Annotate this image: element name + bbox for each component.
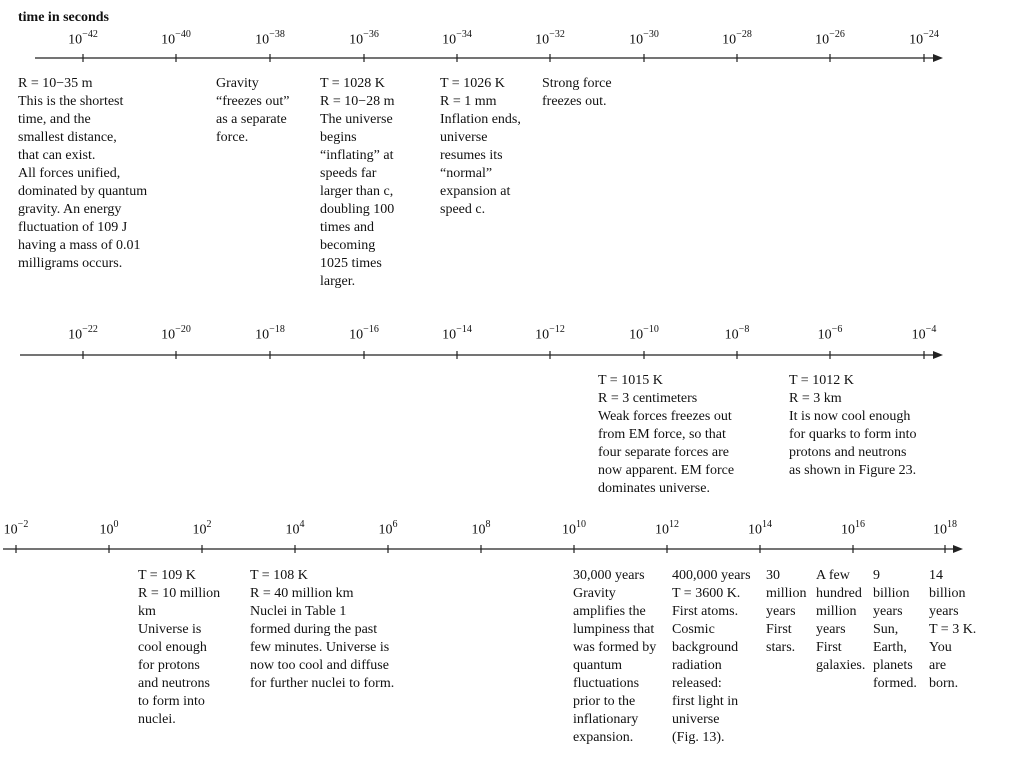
note-line: now too cool and diffuse	[250, 658, 389, 673]
note-line: prior to the	[573, 694, 636, 709]
tick-label: $10^{-6}$	[817, 324, 843, 343]
note-line: universe	[440, 130, 488, 145]
tick-label: $10^{-18}$	[255, 324, 285, 343]
note-line: Gravity	[573, 586, 616, 601]
note-line: are	[929, 658, 947, 673]
timeline-note	[672, 567, 751, 747]
note-line: for protons	[138, 658, 200, 673]
axis-arrow-1	[933, 54, 943, 62]
note-line: T = 1015 K	[598, 373, 663, 388]
note-line: years	[816, 622, 846, 637]
timeline-note	[929, 567, 976, 693]
axis-title: time in seconds	[18, 10, 109, 25]
tick-label: $10^{-16}$	[349, 324, 379, 343]
note-line: as shown in Figure 23.	[789, 463, 917, 478]
note-line: released:	[672, 676, 722, 691]
note-line: speeds far	[320, 166, 377, 181]
note-line: background	[672, 640, 739, 655]
note-line: billion	[929, 586, 966, 601]
axis-arrow-2	[933, 351, 943, 359]
note-line: protons and neutrons	[789, 445, 907, 460]
tick-label: $10^{-28}$	[722, 29, 752, 48]
note-line: T = 3 K.	[929, 622, 977, 637]
tick-label: $10^{-40}$	[161, 29, 191, 48]
note-line: R = 3 km	[789, 391, 842, 406]
tick-label: $10^2$	[192, 519, 212, 538]
note-line: smallest distance,	[18, 130, 117, 145]
note-line: fluctuations	[573, 676, 640, 691]
note-line: hundred	[816, 586, 862, 601]
note-line: The universe	[320, 112, 393, 127]
note-line: million	[816, 604, 857, 619]
note-line: Universe is	[138, 622, 202, 637]
note-line: freezes out.	[542, 94, 607, 109]
tick-label: $10^{14}$	[748, 519, 772, 538]
tick-label: $10^{12}$	[655, 519, 679, 538]
note-line: for further nuclei to form.	[250, 676, 395, 691]
note-line: Strong force	[542, 76, 612, 91]
note-line: Cosmic	[672, 622, 715, 637]
note-line: 9	[873, 568, 880, 583]
timeline-note	[766, 567, 806, 657]
tick-label: $10^{-20}$	[161, 324, 191, 343]
note-line: times and	[320, 220, 375, 235]
note-line: All forces unified,	[18, 166, 121, 181]
note-line: expansion.	[573, 730, 634, 745]
note-line: billion	[873, 586, 910, 601]
note-line: larger than c,	[320, 184, 394, 199]
tick-label: $10^{-36}$	[349, 29, 379, 48]
note-line: gravity. An energy	[18, 202, 122, 217]
note-line: lumpiness that	[573, 622, 655, 637]
tick-label: $10^{-38}$	[255, 29, 285, 48]
note-line: years	[873, 604, 903, 619]
note-line: R = 1 mm	[440, 94, 497, 109]
note-line: universe	[672, 712, 720, 727]
note-line: fluctuation of 109 J	[18, 220, 128, 235]
note-line: 14	[929, 568, 943, 583]
note-line: 30,000 years	[573, 568, 645, 583]
note-line: dominated by quantum	[18, 184, 148, 199]
tick-label: $10^{-26}$	[815, 29, 845, 48]
note-line: amplifies the	[573, 604, 646, 619]
note-line: T = 3600 K.	[672, 586, 741, 601]
tick-label: $10^{-30}$	[629, 29, 659, 48]
timeline-note	[789, 372, 917, 480]
note-line: (Fig. 13).	[672, 730, 725, 745]
note-line: larger.	[320, 274, 356, 289]
note-line: speed c.	[440, 202, 486, 217]
note-line: T = 1026 K	[440, 76, 505, 91]
note-line: R = 10−35 m	[18, 76, 93, 91]
note-line: years	[929, 604, 959, 619]
timeline-note	[873, 567, 917, 693]
note-line: Gravity	[216, 76, 259, 91]
timeline-note	[542, 75, 612, 111]
note-line: Nuclei in Table 1	[250, 604, 347, 619]
note-line: T = 1028 K	[320, 76, 385, 91]
note-line: having a mass of 0.01	[18, 238, 141, 253]
tick-label: $10^0$	[99, 519, 119, 538]
note-line: R = 10−28 m	[320, 94, 395, 109]
note-line: milligrams occurs.	[18, 256, 123, 271]
note-line: force.	[216, 130, 249, 145]
note-line: stars.	[766, 640, 796, 655]
note-line: to form into	[138, 694, 205, 709]
note-line: R = 3 centimeters	[598, 391, 698, 406]
note-line: R = 40 million km	[250, 586, 354, 601]
note-line: from EM force, so that	[598, 427, 726, 442]
axis-arrow-3	[953, 545, 963, 553]
tick-label: $10^{-42}$	[68, 29, 98, 48]
note-line: A few	[816, 568, 850, 583]
note-line: You	[929, 640, 952, 655]
note-line: First atoms.	[672, 604, 739, 619]
note-line: born.	[929, 676, 959, 691]
note-line: inflationary	[573, 712, 639, 727]
tick-label: $10^{-8}$	[724, 324, 750, 343]
tick-label: $10^{-12}$	[535, 324, 565, 343]
note-line: T = 108 K	[250, 568, 308, 583]
note-line: galaxies.	[816, 658, 866, 673]
note-line: resumes its	[440, 148, 503, 163]
note-line: cool enough	[138, 640, 207, 655]
tick-label: $10^{-34}$	[442, 29, 472, 48]
note-line: that can exist.	[18, 148, 96, 163]
note-line: years	[766, 604, 796, 619]
note-line: T = 1012 K	[789, 373, 854, 388]
note-line: begins	[320, 130, 357, 145]
note-line: 400,000 years	[672, 568, 751, 583]
timeline-note	[216, 75, 289, 147]
tick-label: $10^8$	[471, 519, 491, 538]
tick-label: $10^6$	[378, 519, 398, 538]
note-line: doubling 100	[320, 202, 395, 217]
note-line: Inflation ends,	[440, 112, 521, 127]
tick-label: $10^{-14}$	[442, 324, 472, 343]
timeline-note	[138, 567, 220, 729]
timeline-note	[18, 75, 147, 273]
note-line: “normal”	[440, 166, 493, 181]
tick-label: $10^{-32}$	[535, 29, 565, 48]
tick-label: $10^{18}$	[933, 519, 957, 538]
note-line: 30	[766, 568, 780, 583]
note-line: for quarks to form into	[789, 427, 917, 442]
note-line: “inflating” at	[320, 148, 394, 163]
note-line: and neutrons	[138, 676, 210, 691]
note-line: Earth,	[873, 640, 907, 655]
note-line: formed.	[873, 676, 917, 691]
timeline-note	[816, 567, 865, 675]
timeline-note	[440, 75, 521, 219]
note-line: formed during the past	[250, 622, 378, 637]
tick-label: $10^{-4}$	[911, 324, 937, 343]
note-line: as a separate	[216, 112, 287, 127]
note-line: It is now cool enough	[789, 409, 911, 424]
note-line: planets	[873, 658, 913, 673]
timeline-note	[250, 567, 394, 693]
note-line: Sun,	[873, 622, 899, 637]
note-line: was formed by	[573, 640, 657, 655]
tick-label: $10^{16}$	[841, 519, 865, 538]
note-line: T = 109 K	[138, 568, 196, 583]
tick-label: $10^{-2}$	[3, 519, 29, 538]
note-line: First	[766, 622, 792, 637]
note-line: Weak forces freezes out	[598, 409, 732, 424]
timeline-note	[598, 372, 734, 498]
note-line: This is the shortest	[18, 94, 124, 109]
note-line: million	[766, 586, 807, 601]
note-line: becoming	[320, 238, 376, 253]
note-line: radiation	[672, 658, 722, 673]
note-line: km	[138, 604, 156, 619]
timeline-note	[573, 567, 656, 747]
tick-label: $10^4$	[285, 519, 305, 538]
note-line: four separate forces are	[598, 445, 729, 460]
note-line: first light in	[672, 694, 739, 709]
note-line: few minutes. Universe is	[250, 640, 390, 655]
tick-label: $10^{10}$	[562, 519, 586, 538]
note-line: 1025 times	[320, 256, 382, 271]
tick-label: $10^{-24}$	[909, 29, 939, 48]
note-line: “freezes out”	[216, 94, 290, 109]
timeline-note	[320, 75, 395, 291]
tick-label: $10^{-10}$	[629, 324, 659, 343]
note-line: now apparent. EM force	[598, 463, 735, 478]
note-line: time, and the	[18, 112, 91, 127]
note-line: dominates universe.	[598, 481, 710, 496]
note-line: nuclei.	[138, 712, 176, 727]
tick-label: $10^{-22}$	[68, 324, 98, 343]
note-line: quantum	[573, 658, 622, 673]
note-line: expansion at	[440, 184, 511, 199]
note-line: First	[816, 640, 842, 655]
note-line: R = 10 million	[138, 586, 221, 601]
